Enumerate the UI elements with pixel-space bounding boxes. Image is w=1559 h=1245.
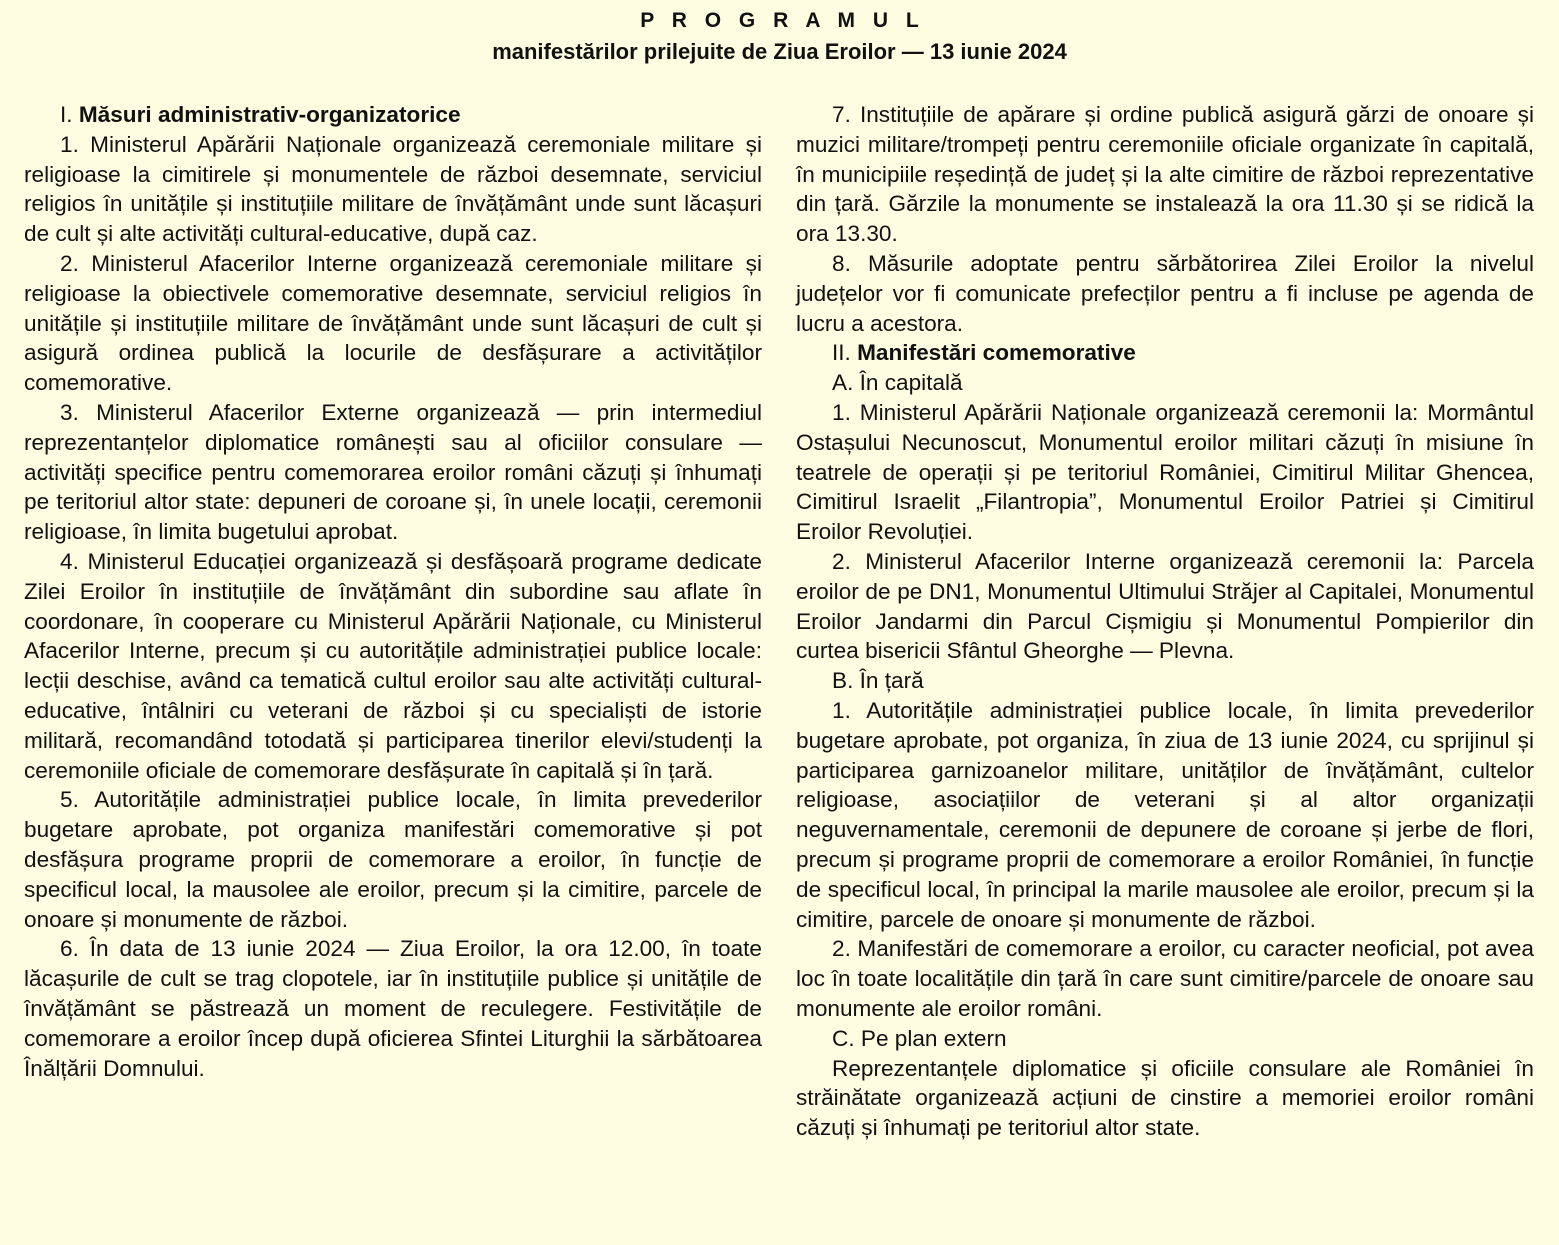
paragraph-3: 3. Ministerul Afacerilor Externe organizează — prin intermediul reprezentanțelor diplomatice românești sau al oficiilor consulare — activități specifice pentru comemorarea eroilor români căzuți și înhumați pe teritoriul altor state: depuneri de coroane și, în unele locații, ceremonii religioase, în limita bugetului aprobat. — [24, 399, 762, 545]
section-heading-1 — [24, 100, 762, 130]
paragraph-5: 5. Autoritățile administrației publice locale, în limita prevederilor bugetare aprobate, pot organiza manifestări comemorative și pot desfășura programe proprii de comemorare a eroilor, în funcție de specificul local, la mausolee ale eroilor, precum și la cimitire, parcele de onoare și monumente de război. — [24, 787, 762, 932]
paragraph-a2: 2. Ministerul Afacerilor Interne organizează ceremonii la: Parcela eroilor de pe DN1, Monumentul Ultimului Străjer al Capitalei, Monumentul Eroilor Jandarmi din Parcul Cișmigiu și Monumentul Pompierilor din curtea bisericii Sfântul Gheorghe — Plevna. — [796, 548, 1534, 664]
section-title: Măsuri administrativ-organizatorice — [78, 102, 461, 127]
document-title: P R O G R A M U L — [640, 9, 925, 32]
section-numeral: I. — [60, 102, 79, 127]
section-title: Manifestări comemorative — [857, 340, 1136, 366]
subsection-heading-a: A. În capitală — [832, 370, 963, 396]
paragraph-2: 2. Ministerul Afacerilor Interne organizează ceremoniale militare și religioase la obiectivele comemorative desemnate, serviciul religios în unitățile și instituțiile militare de învățământ unde sunt lăcașuri de cult și asigură ordinea publică la locurile de desfășurare a activităților comemorative. — [24, 250, 762, 396]
right-column — [796, 100, 1534, 1143]
section-heading-2 — [796, 338, 1534, 368]
subsection-heading-b: B. În țară — [832, 668, 924, 694]
paragraph-4: 4. Ministerul Educației organizează și desfășoară programe dedicate Zilei Eroilor în instituțiile de învățământ din subordine sau aflate în coordonare, în cooperare cu Ministerul Apărării Naționale, cu Ministerul Afacerilor Interne, precum și cu autoritățile administrației publice locale: lecții deschise, având ca tematică cultul eroilor sau alte activități cultural-educative, întâlniri cu veterani de război și cu specialiști de istorie militară, recomandând totodată și participarea tinerilor elevi/studenți la ceremoniile oficiale de comemorare desfășurate în capitală și în țară. — [24, 548, 762, 783]
paragraph-1: 1. Ministerul Apărării Naționale organizează ceremoniale militare și religioase la cimitirele și monumentele de război desemnate, serviciul religios în unitățile și instituțiile militare de învățământ unde sunt lăcașuri de cult și alte activități cultural-educative, după caz. — [24, 131, 762, 247]
paragraph-a1: 1. Ministerul Apărării Naționale organizează ceremonii la: Mormântul Ostașului Necunoscut, Monumentul eroilor militari căzuți în misiune în teatrele de operații și pe teritoriul României, Cimitirul Militar Ghencea, Cimitirul Israelit „Filantropia”, Monumentul Eroilor Patriei și Cimitirul Eroilor Revoluției. — [796, 399, 1534, 545]
document-subtitle: manifestărilor prilejuite de Ziua Eroilor — 13 iunie 2024 — [492, 39, 1067, 64]
left-column — [24, 100, 762, 1083]
section-numeral: II. — [832, 340, 858, 366]
paragraph-6: 6. În data de 13 iunie 2024 — Ziua Eroilor, la ora 12.00, în toate lăcașurile de cult se trag clopotele, iar în instituțiile publice și unitățile de învățământ se păstrează un moment de reculegere. Festivitățile de comemorare a eroilor încep după oficierea Sfintei Liturghii la sărbătoarea Înălțării Domnului. — [24, 936, 762, 1081]
paragraph-8: 8. Măsurile adoptate pentru sărbătorirea Zilei Eroilor la nivelul județelor vor fi comunicate prefecților pentru a fi incluse pe agenda de lucru a acestora. — [796, 250, 1534, 336]
paragraph-c1: Reprezentanțele diplomatice și oficiile consulare ale României în străinătate organizează acțiuni de cinstire a memoriei eroilor români căzuți și înhumați pe teritoriul altor state. — [796, 1055, 1534, 1141]
paragraph-7: 7. Instituțiile de apărare și ordine publică asigură gărzi de onoare și muzici militare/trompeți pentru ceremoniile oficiale organizate în capitală, în municipiile reședință de județ și la alte cimitire de război reprezentative din țară. Gărzile la monumente se instalează la ora 11.30 și se ridică la ora 13.30. — [796, 102, 1534, 247]
paragraph-b2: 2. Manifestări de comemorare a eroilor, cu caracter neoficial, pot avea loc în toate localitățile din țară în care sunt cimitire/parcele de onoare sau monumente ale eroilor români. — [796, 936, 1534, 1021]
subsection-heading-c: C. Pe plan extern — [832, 1025, 1007, 1051]
paragraph-b1: 1. Autoritățile administrației publice locale, în limita prevederilor bugetare aprobate, pot organiza, în ziua de 13 iunie 2024, cu sprijinul și participarea garnizoanelor militare, unităților de învățământ, cultelor religioase, asociațiilor de veterani și al altor organizații neguvernamentale, ceremonii de depunere de coroane și jerbe de flori, precum și programe proprii de comemorare a eroilor României, în funcție de specificul local, în principal la marile mausolee ale eroilor, precum și la cimitire, parcele de onoare și monumente de război. — [796, 697, 1534, 932]
document-header — [0, 6, 1559, 68]
